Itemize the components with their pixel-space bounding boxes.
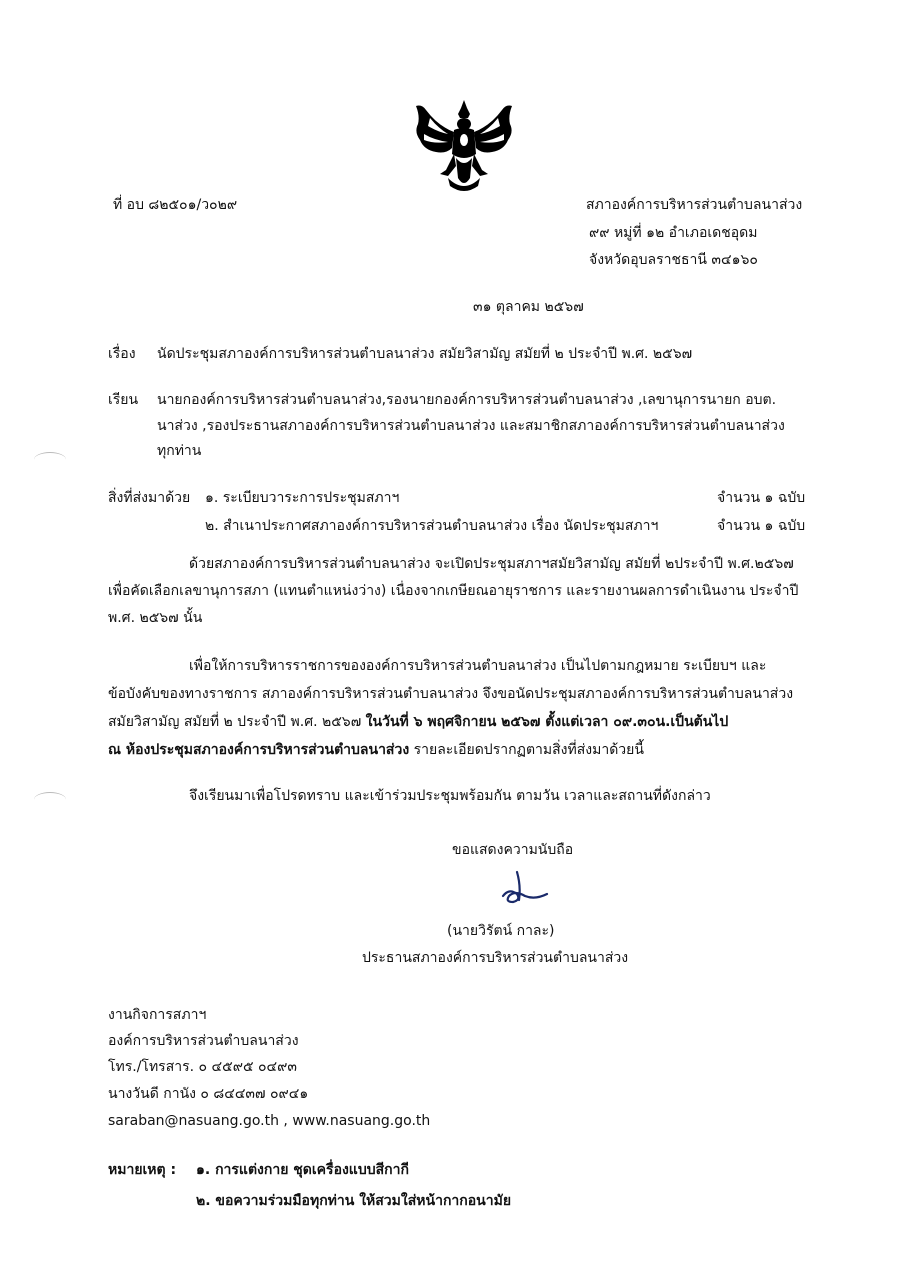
sender-org: สภาองค์การบริหารส่วนตำบลนาส่วง	[586, 197, 803, 213]
subject-label: เรื่อง	[108, 346, 136, 362]
body-paragraph-line: พ.ศ. ๒๕๖๗ นั้น	[108, 610, 203, 626]
punch-mark	[34, 792, 66, 807]
document-number: ที่ อบ ๘๒๕๐๑/ว๐๒๙	[113, 197, 238, 213]
contact-person: นางวันดี กานัง ๐ ๘๔๔๓๗ ๐๙๔๑	[108, 1086, 309, 1102]
body-text: สมัยวิสามัญ สมัยที่ ๒ ประจำปี พ.ศ. ๒๕๖๗	[108, 714, 366, 730]
enclosure-qty: จำนวน ๑ ฉบับ	[717, 518, 806, 534]
enclosure-label: สิ่งที่ส่งมาด้วย	[108, 490, 191, 506]
body-paragraph-line: ข้อบังคับของทางราชการ สภาองค์การบริหารส่วนตำบลนาส่วง จึงขอนัดประชุมสภาองค์การบริหารส่วนตำบลนาส่วง	[108, 686, 794, 702]
note-label: หมายเหตุ :	[108, 1162, 177, 1178]
signature-image	[495, 866, 555, 912]
garuda-emblem-icon	[408, 96, 520, 196]
sender-address-line2: จังหวัดอุบลราชธานี ๓๔๑๖๐	[589, 252, 758, 268]
recipient-line: นายกองค์การบริหารส่วนตำบลนาส่วง,รองนายกองค์การบริหารส่วนตำบลนาส่วง ,เลขานุการนายก อบต.	[157, 392, 777, 408]
enclosure-qty: จำนวน ๑ ฉบับ	[717, 490, 806, 506]
enclosure-item: ๑. ระเบียบวาระการประชุมสภาฯ	[205, 490, 400, 506]
body-text: รายละเอียดปรากฏตามสิ่งที่ส่งมาด้วยนี้	[409, 742, 644, 758]
letter-date: ๓๑ ตุลาคม ๒๕๖๗	[473, 299, 584, 315]
closing-paragraph: จึงเรียนมาเพื่อโปรดทราบ และเข้าร่วมประชุมพร้อมกัน ตามวัน เวลาและสถานที่ดังกล่าว	[189, 788, 711, 804]
body-paragraph-line	[108, 712, 728, 732]
body-paragraph-line	[108, 740, 644, 760]
contact-email-website: saraban@nasuang.go.th , www.nasuang.go.th	[108, 1113, 431, 1129]
meeting-venue: ณ ห้องประชุมสภาองค์การบริหารส่วนตำบลนาส่วง	[108, 742, 410, 758]
sender-address-line1: ๙๙ หมู่ที่ ๑๒ อำเภอเดชอุดม	[589, 225, 758, 241]
body-paragraph-line: เพื่อให้การบริหารราชการขององค์การบริหารส่วนตำบลนาส่วง เป็นไปตามกฎหมาย ระเบียบฯ และ	[189, 658, 767, 674]
recipient-label: เรียน	[108, 392, 139, 408]
enclosure-item: ๒. สำเนาประกาศสภาองค์การบริหารส่วนตำบลนาส่วง เรื่อง นัดประชุมสภาฯ	[205, 518, 659, 534]
recipient-line: นาส่วง ,รองประธานสภาองค์การบริหารส่วนตำบลนาส่วง และสมาชิกสภาองค์การบริหารส่วนตำบลนาส่วง	[157, 418, 785, 434]
contact-organization: องค์การบริหารส่วนตำบลนาส่วง	[108, 1033, 299, 1049]
contact-department: งานกิจการสภาฯ	[108, 1007, 207, 1023]
note-item: ๑. การแต่งกาย ชุดเครื่องแบบสีกากี	[196, 1162, 409, 1178]
note-item: ๒. ขอความร่วมมือทุกท่าน ให้สวมใส่หน้ากากอนามัย	[196, 1193, 512, 1209]
signer-name: (นายวิรัตน์ กาละ)	[447, 923, 555, 939]
signer-title: ประธานสภาองค์การบริหารส่วนตำบลนาส่วง	[362, 950, 629, 966]
closing-salutation: ขอแสดงความนับถือ	[452, 842, 574, 858]
body-paragraph-line: เพื่อคัดเลือกเลขานุการสภา (แทนตำแหน่งว่าง) เนื่องจากเกษียณอายุราชการ และรายงานผลการดำเนินงาน ประจำปี	[108, 583, 799, 599]
recipient-line: ทุกท่าน	[157, 443, 202, 459]
contact-phone: โทร./โทรสาร. ๐ ๔๕๙๕ ๐๔๙๓	[108, 1059, 297, 1075]
body-paragraph-line: ด้วยสภาองค์การบริหารส่วนตำบลนาส่วง จะเปิดประชุมสภาฯสมัยวิสามัญ สมัยที่ ๒ประจำปี พ.ศ.๒๕๖๗	[189, 556, 794, 572]
punch-mark	[34, 452, 66, 467]
meeting-datetime: ในวันที่ ๖ พฤศจิกายน ๒๕๖๗ ตั้งแต่เวลา ๐๙.๓๐น.เป็นต้นไป	[365, 714, 729, 730]
subject-text: นัดประชุมสภาองค์การบริหารส่วนตำบลนาส่วง สมัยวิสามัญ สมัยที่ ๒ ประจำปี พ.ศ. ๒๕๖๗	[157, 346, 693, 362]
